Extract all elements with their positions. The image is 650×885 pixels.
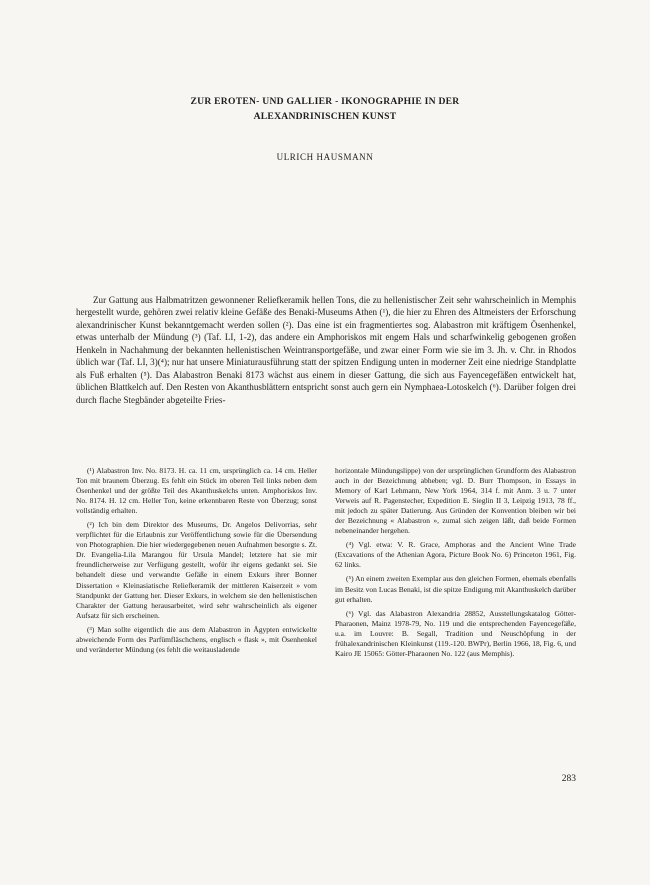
footnote-4: (⁴) Vgl. etwa: V. R. Grace, Amphoras and the Ancient Wine Trade (Excavations of the Athenian Agora, Picture Book No. 6) Princeton 1961, Fig. 62 links. bbox=[335, 540, 576, 570]
author-name: ULRICH HAUSMANN bbox=[276, 152, 374, 162]
title-line-2: ALEXANDRINISCHEN KUNST bbox=[253, 111, 397, 122]
article-title bbox=[0, 94, 650, 124]
footnote-6: (⁶) Vgl. das Alabastron Alexandria 28852, Ausstellungskatalog Götter-Pharaonen, Mainz 1978-79, No. 119 und die entsprechenden Fayencegefäße, u.a. im Louvre: B. Segall, Tradition und Neuschöpfung in der frühalexandrinischen Kleinkunst (119.-120. BWPr), Berlin 1966, 18, Fig. 6, und Kairo JE 15065: Götter-Pharaonen No. 122 (aus Memphis). bbox=[335, 608, 576, 658]
footnote-3-continued: horizontale Mündungslippe) von der ursprünglichen Grundform des Alabastron auch in der Bezeichnung abheben; vgl. D. Burr Thompson, in Essays in Memory of Karl Lehmann, New York 1964, 314 f. mit Anm. 3 u. 7 unter Verweis auf R. Pagenstecher, Expedition E. Sieglin II 3, Leipzig 1913, 78 ff., mit jedoch zu später Datierung. Aus Gründen der Konvention bleiben wir bei der Bezeichnung « Alabastron », zumal sich zeigen läßt, daß beide Formen nebeneinander hergehen. bbox=[335, 466, 576, 536]
page-number: 283 bbox=[561, 774, 576, 784]
footnote-3: (³) Man sollte eigentlich die aus dem Alabastron in Ägypten entwickelte abweichende Form des Parfümfläschchens, englisch « flask », mit Ösenhenkel und veränderter Mündung (es fehlt die weitausladende bbox=[76, 624, 317, 654]
footnotes bbox=[76, 466, 576, 663]
footnote-2: (²) Ich bin dem Direktor des Museums, Dr. Angelos Delivorrias, sehr verpflichtet für die Erlaubnis zur Veröffentlichung sowie für die Übersendung von Photographien. Die hier wiedergegebenen neuen Aufnahmen besorgte s. Zt. Dr. Evangelia-Lila Marangou für Ursula Mandel; letztere hat sie mir freundlicherweise zur Verfügung gestellt, wofür ihr eigens gedankt sei. Sie behandelt diese und verwandte Gefäße in einem Exkurs ihrer Bonner Dissertation « Kleinasiatische Reliefkeramik der mittleren Kaiserzeit » vom Standpunkt der Gattung her. Dieser Exkurs, in welchem sie den hellenistischen Charakter der Gattung herausarbeitet, wird sehr wahrscheinlich als eigener Aufsatz für sich erscheinen. bbox=[76, 520, 317, 620]
body-paragraph: Zur Gattung aus Halbmatritzen gewonnener Reliefkeramik hellen Tons, die zu hellenistischer Zeit sehr wahrscheinlich in Memphis hergestellt wurde, gehören zwei relativ kleine Gefäße des Benaki-Museums Athen (¹), die hier zu Ehren des Altmeisters der Erforschung alexandrinischer Kunst bekanntgemacht werden sollen (²). Das eine ist ein fragmentiertes sog. Alabastron mit kräftigem Ösenhenkel, etwas unterhalb der Mündung (³) (Taf. LI, 1-2), das andere ein Amphoriskos mit engem Hals und scharfwinkelig gebogenen großen Henkeln in Nachahmung der bekannten hellenistischen Weintransportgefäße, und zwar einer Form wie sie im 3. Jh. v. Chr. in Rhodos üblich war (Taf. LI, 3)(⁴); nur hat unsere Miniaturausführung statt der spitzen Endigung unten in moderner Zeit eine niedrige Standplatte als Fuß erhalten (⁵). Das Alabastron Benaki 8173 wächst aus einem in dieser Gattung, die sich aus Fayencegefäßen entwickelt hat, üblichen Blattkelch auf. Den Resten von Akanthusblättern entspricht sonst auch gern ein Nymphaea-Lotoskelch (⁶). Darüber folgen drei durch flache Stegbänder abgeteilte Fries- bbox=[76, 295, 576, 405]
footnote-1: (¹) Alabastron Inv. No. 8173. H. ca. 11 cm, ursprünglich ca. 14 cm. Heller Ton mit braunem Überzug. Es fehlt ein Stück im oberen Teil links neben dem Ösenhenkel und der größte Teil des Akanthuskelchs unten. Amphoriskos Inv. No. 8174. H. 12 cm. Heller Ton, keine erkennbaren Reste von Überzug; sonst vollständig erhalten. bbox=[76, 466, 317, 516]
footnotes-left-column bbox=[76, 466, 317, 663]
footnotes-right-column bbox=[335, 466, 576, 663]
title-line-1: ZUR EROTEN- UND GALLIER - IKONOGRAPHIE IN DER bbox=[190, 96, 460, 107]
footnote-5: (⁵) An einem zweiten Exemplar aus den gleichen Formen, ehemals ebenfalls im Besitz von Lucas Benaki, ist die spitze Endigung mit Akanthuskelch darüber gut erhalten. bbox=[335, 574, 576, 604]
